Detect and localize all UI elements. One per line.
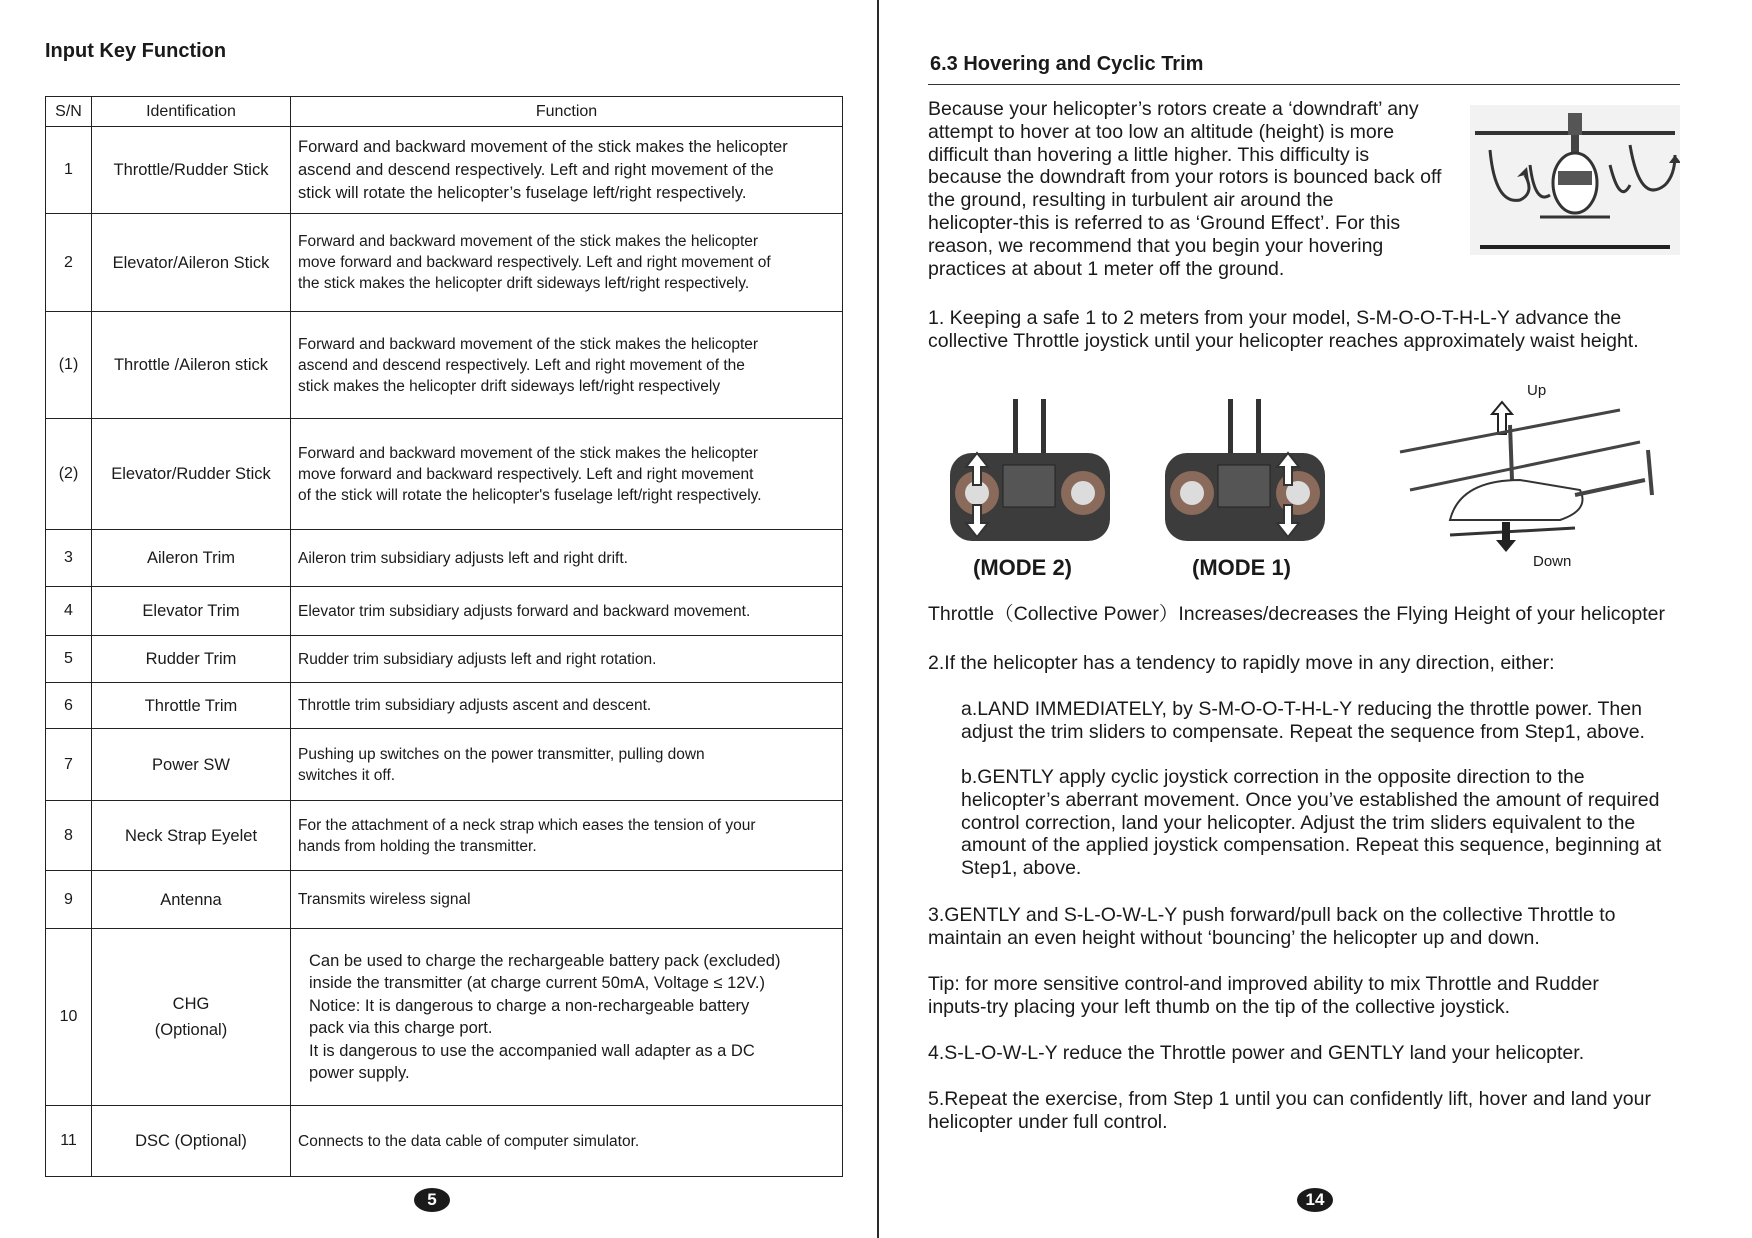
landing-skid xyxy=(1450,528,1575,535)
cell-function xyxy=(291,729,843,801)
step-2b xyxy=(961,766,1661,880)
cell-identification xyxy=(92,312,291,419)
function-line: Pushing up switches on the power transmitter, pulling down xyxy=(298,745,705,763)
text-line: reason, we recommend that you begin your hovering xyxy=(928,234,1384,257)
tip xyxy=(928,973,1599,1019)
table-row xyxy=(46,729,843,801)
page-divider xyxy=(877,0,879,1238)
cell-sn: (2) xyxy=(46,419,92,530)
identification-line: Rudder Trim xyxy=(145,650,237,668)
cell-identification xyxy=(92,871,291,929)
function-line: Transmits wireless signal xyxy=(298,891,471,908)
header-sn: S/N xyxy=(46,97,92,127)
tail-boom xyxy=(1575,480,1645,495)
table-row xyxy=(46,530,843,587)
identification-line: Neck Strap Eyelet xyxy=(124,826,258,845)
function-line: Connects to the data cable of computer simulator. xyxy=(298,1132,640,1150)
table-row xyxy=(46,1106,843,1177)
cell-sn: 9 xyxy=(46,871,92,929)
text-line: amount of the applied joystick compensation. Repeat this sequence, beginning at xyxy=(961,834,1662,857)
function-line: of the stick will rotate the helicopter's fuselage left/right respectively. xyxy=(298,486,762,504)
cell-sn: 5 xyxy=(46,636,92,683)
identification-line: Elevator/Rudder Stick xyxy=(111,465,271,483)
function-line: Rudder trim subsidiary adjusts left and right rotation. xyxy=(298,650,657,668)
table-row xyxy=(46,929,843,1106)
page-number-right: 14 xyxy=(1297,1188,1333,1212)
cell-function xyxy=(291,587,843,636)
text-line: 5.Repeat the exercise, from Step 1 until you can confidently lift, hover and land your xyxy=(928,1088,1651,1110)
transmitter-mode1-illustration xyxy=(1160,393,1330,543)
mode1-label: (MODE 1) xyxy=(1192,555,1291,580)
function-line: hands from holding the transmitter. xyxy=(298,837,537,855)
page-number-left: 5 xyxy=(414,1188,450,1212)
down-label: Down xyxy=(1533,553,1572,570)
throttle-note xyxy=(928,603,1665,626)
step-1 xyxy=(928,307,1639,353)
cell-identification xyxy=(92,214,291,312)
text-line: helicopter’s aberrant movement. Once you’ve established the amount of required xyxy=(961,788,1660,811)
cell-sn: 1 xyxy=(46,127,92,214)
cell-sn: 11 xyxy=(46,1106,92,1177)
up-label: Up xyxy=(1527,382,1547,399)
transmitter-screen xyxy=(1003,465,1055,507)
cell-identification xyxy=(92,419,291,530)
text-line: 1. Keeping a safe 1 to 2 meters from your model, S-M-O-O-T-H-L-Y advance the xyxy=(928,307,1622,329)
text-line: helicopter under full control. xyxy=(928,1110,1168,1133)
text-line: 2.If the helicopter has a tendency to rapidly move in any direction, either: xyxy=(928,652,1555,674)
identification-line: Elevator Trim xyxy=(142,602,240,620)
cell-function xyxy=(291,1106,843,1177)
function-line: stick makes the helicopter drift sideways left/right respectively xyxy=(298,377,721,395)
cell-function xyxy=(291,419,843,530)
text-line: Throttle（Collective Power）Increases/decreases the Flying Height of your helicopter xyxy=(928,603,1666,625)
text-line: b.GENTLY apply cyclic joystick correction in the opposite direction to the xyxy=(961,766,1585,788)
helicopter-window xyxy=(1558,171,1592,185)
table-row xyxy=(46,214,843,312)
step-5 xyxy=(928,1088,1651,1134)
text-line: collective Throttle joystick until your helicopter reaches approximately waist height. xyxy=(928,329,1639,352)
function-line: Forward and backward movement of the stick makes the helicopter xyxy=(298,233,759,250)
header-function: Function xyxy=(291,97,843,127)
antenna-right xyxy=(1041,399,1046,459)
function-line: Notice: It is dangerous to charge a non-rechargeable battery xyxy=(309,996,750,1015)
input-key-table xyxy=(45,96,843,1177)
cell-sn: 10 xyxy=(46,929,92,1106)
cell-function xyxy=(291,683,843,729)
function-line: switches it off. xyxy=(298,766,396,784)
antenna-right xyxy=(1256,399,1261,459)
cell-sn: 6 xyxy=(46,683,92,729)
function-line: move forward and backward respectively. Left and right movement xyxy=(298,465,754,483)
step-4 xyxy=(928,1042,1584,1065)
text-line: practices at about 1 meter off the ground. xyxy=(928,257,1285,280)
text-line: inputs-try placing your left thumb on the tip of the collective joystick. xyxy=(928,995,1511,1018)
cell-function xyxy=(291,530,843,587)
text-line: the ground, resulting in turbulent air around the xyxy=(928,189,1334,212)
identification-line: Throttle /Aileron stick xyxy=(113,356,269,374)
identification-line: Throttle/Rudder Stick xyxy=(113,161,269,179)
antenna-left xyxy=(1013,399,1018,459)
cell-identification xyxy=(92,1106,291,1177)
mode2-label: (MODE 2) xyxy=(973,555,1072,580)
right-stick xyxy=(1071,481,1095,505)
table-row xyxy=(46,636,843,683)
table-row xyxy=(46,127,843,214)
identification-line: (Optional) xyxy=(154,1021,228,1039)
cell-sn: 4 xyxy=(46,587,92,636)
identification-line: Throttle Trim xyxy=(144,696,238,715)
cell-identification xyxy=(92,127,291,214)
cell-function xyxy=(291,312,843,419)
function-line: ascend and descend respectively. Left and right movement of the xyxy=(298,356,745,374)
helicopter-fuselage xyxy=(1450,480,1583,520)
transmitter-screen xyxy=(1218,465,1270,507)
step-2 xyxy=(928,652,1555,675)
down-arrow-icon xyxy=(1496,522,1516,552)
cell-function xyxy=(291,214,843,312)
antenna-left xyxy=(1228,399,1233,459)
table-row xyxy=(46,683,843,729)
cell-function xyxy=(291,127,843,214)
function-line: ascend and descend respectively. Left and right movement of the xyxy=(298,160,774,179)
table-header-row xyxy=(46,97,843,127)
function-line: move forward and backward respectively. Left and right movement of xyxy=(298,254,771,271)
text-line: control correction, land your helicopter. Adjust the trim sliders equivalent to the xyxy=(961,811,1636,834)
table-row xyxy=(46,419,843,530)
identification-line: Aileron Trim xyxy=(146,549,236,567)
identification-line: Elevator/Aileron Stick xyxy=(112,253,270,272)
function-line: For the attachment of a neck strap which eases the tension of your xyxy=(298,816,756,834)
text-line: adjust the trim sliders to compensate. Repeat the sequence from Step1, above. xyxy=(961,720,1645,743)
intro-paragraph xyxy=(928,98,1441,280)
function-line: inside the transmitter (at charge current 50mA, Voltage ≤ 12V.) xyxy=(309,974,766,992)
cell-function xyxy=(291,801,843,871)
cell-identification xyxy=(92,587,291,636)
step-3 xyxy=(928,904,1616,950)
function-line: Forward and backward movement of the stick makes the helicopter xyxy=(298,137,788,156)
cell-identification xyxy=(92,683,291,729)
function-line: Forward and backward movement of the stick makes the helicopter xyxy=(298,335,759,353)
cell-function xyxy=(291,636,843,683)
rotor-mast xyxy=(1510,425,1512,480)
section-title: 6.3 Hovering and Cyclic Trim xyxy=(930,53,1204,75)
cell-sn: 8 xyxy=(46,801,92,871)
cell-identification xyxy=(92,530,291,587)
identification-line: DSC (Optional) xyxy=(135,1132,247,1150)
header-identification: Identification xyxy=(92,97,291,127)
function-line: the stick makes the helicopter drift sideways left/right respectively. xyxy=(298,275,750,292)
table-row xyxy=(46,587,843,636)
ground-effect-illustration xyxy=(1470,105,1680,255)
tail-rotor xyxy=(1648,450,1652,495)
page-title: Input Key Function xyxy=(45,40,227,62)
text-line: 4.S-L-O-W-L-Y reduce the Throttle power and GENTLY land your helicopter. xyxy=(928,1042,1585,1064)
text-line: Step1, above. xyxy=(961,857,1082,880)
function-line: pack via this charge port. xyxy=(309,1019,493,1037)
function-line: Elevator trim subsidiary adjusts forward and backward movement. xyxy=(298,602,751,620)
cell-sn: 2 xyxy=(46,214,92,312)
identification-line: CHG xyxy=(172,995,210,1013)
function-line: Aileron trim subsidiary adjusts left and right drift. xyxy=(298,549,628,567)
cell-sn: (1) xyxy=(46,312,92,419)
text-line: maintain an even height without ‘bouncing’ the helicopter up and down. xyxy=(928,926,1540,949)
identification-line: Antenna xyxy=(160,890,222,909)
table-row xyxy=(46,312,843,419)
function-line: Throttle trim subsidiary adjusts ascent and descent. xyxy=(298,697,652,714)
text-line: helicopter-this is referred to as ‘Ground Effect’. For this xyxy=(928,211,1401,234)
step-2a xyxy=(961,698,1645,744)
text-line: attempt to hover at too low an altitude (height) is more xyxy=(928,120,1395,143)
cell-sn: 7 xyxy=(46,729,92,801)
left-stick xyxy=(1180,481,1204,505)
text-line: 3.GENTLY and S-L-O-W-L-Y push forward/pull back on the collective Throttle to xyxy=(928,904,1616,926)
title-rule xyxy=(928,84,1680,85)
text-line: difficult than hovering a little higher. This difficulty is xyxy=(928,143,1370,166)
cell-sn: 3 xyxy=(46,530,92,587)
rotor-hub xyxy=(1568,113,1582,135)
function-line: It is dangerous to use the accompanied wall adapter as a DC xyxy=(309,1041,755,1060)
function-line: Can be used to charge the rechargeable battery pack (excluded) xyxy=(309,951,781,970)
text-line: because the downdraft from your rotors is bounced back off xyxy=(928,166,1442,189)
table-row xyxy=(46,801,843,871)
function-line: power supply. xyxy=(309,1064,410,1082)
table-row xyxy=(46,871,843,929)
function-line: Forward and backward movement of the stick makes the helicopter xyxy=(298,444,759,462)
cell-identification xyxy=(92,801,291,871)
function-line: stick will rotate the helicopter’s fuselage left/right respectively. xyxy=(298,183,747,202)
identification-line: Power SW xyxy=(152,755,230,774)
cell-identification xyxy=(92,636,291,683)
cell-identification xyxy=(92,929,291,1106)
cell-function xyxy=(291,929,843,1106)
cell-function xyxy=(291,871,843,929)
text-line: Tip: for more sensitive control-and improved ability to mix Throttle and Rudder xyxy=(928,973,1599,995)
helicopter-side-illustration xyxy=(1390,380,1680,575)
text-line: a.LAND IMMEDIATELY, by S-M-O-O-T-H-L-Y reducing the throttle power. Then xyxy=(961,698,1642,720)
transmitter-mode2-illustration xyxy=(945,393,1115,543)
cell-identification xyxy=(92,729,291,801)
text-line: Because your helicopter’s rotors create a ‘downdraft’ any xyxy=(928,98,1419,120)
